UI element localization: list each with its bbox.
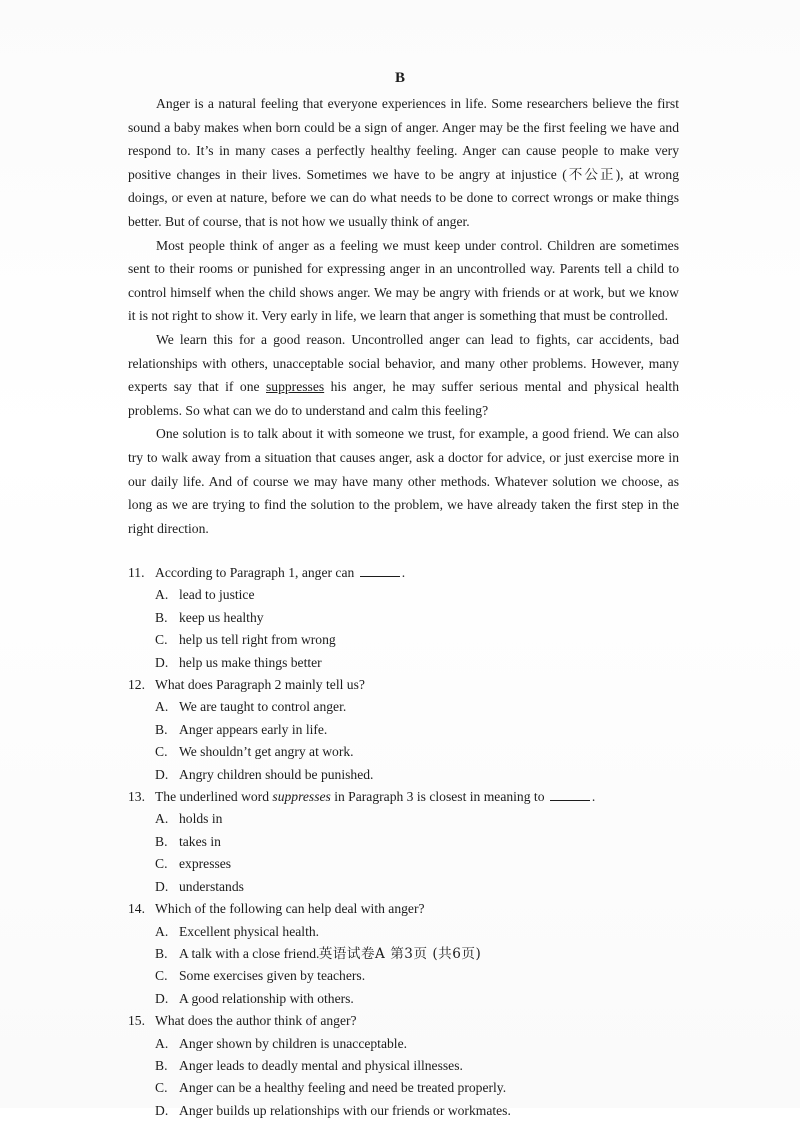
- question-italic-word: suppresses: [272, 789, 331, 805]
- option-letter: C.: [155, 632, 168, 648]
- option-a: [155, 584, 422, 606]
- question-number: 13.: [128, 789, 145, 805]
- question-15: [128, 1010, 688, 1122]
- option-letter: C.: [155, 1080, 168, 1096]
- option-text: lead to justice: [179, 587, 255, 603]
- option-letter: B.: [155, 833, 168, 849]
- question-text: The underlined word: [155, 789, 273, 805]
- question-number: 11.: [128, 565, 145, 580]
- question-11: [128, 562, 688, 674]
- option-text: help us tell right from wrong: [179, 632, 336, 648]
- question-stem: [128, 674, 688, 696]
- option-b: [155, 719, 422, 741]
- question-text-mid: in Paragraph 3 is closest in meaning to: [330, 789, 548, 805]
- option-list: [128, 808, 688, 898]
- paragraph-3-after: his anger, he may suffer serious mental and physical health problems. So what can we do to understand and calm this feeling?: [128, 379, 679, 418]
- option-list: [128, 1033, 688, 1122]
- option-letter: C.: [155, 856, 168, 872]
- option-letter: A.: [155, 587, 169, 603]
- paragraph-1: Anger is a natural feeling that everyone experiences in life. Some researchers believe the first sound a baby makes when born could be a sign of anger. Anger may be the first feeling we have and respond to. It’s in many cases a perfectly healthy feeling. Anger can cause people to make very positive changes in their lives. Sometimes we have to be angry at injustice (不公正), at wrong doings, or even at nature, before we can do what needs to be done to correct wrongs or make things better. But of course, that is not how we usually think of anger.: [128, 96, 679, 229]
- option-letter: B.: [155, 609, 168, 625]
- option-letter: D.: [155, 766, 169, 782]
- underlined-word: suppresses: [266, 379, 325, 395]
- option-list: [128, 921, 688, 1011]
- option-letter: A.: [155, 699, 169, 715]
- option-letter: D.: [155, 1102, 169, 1118]
- option-list: [128, 584, 688, 674]
- option-text: We shouldn’t get angry at work.: [179, 744, 354, 760]
- paragraph-3-before: We learn this for a good reason. Uncontrolled anger can lead to fights, car accidents, bad relationships with others, unacceptable social behavior, and many other problems. However, many experts say that if one: [128, 331, 679, 395]
- option-b: [155, 1055, 688, 1077]
- option-letter: B.: [155, 721, 168, 737]
- option-letter: D.: [155, 990, 169, 1006]
- page-footer: 英语试卷A 第3页 (共6页): [318, 946, 482, 962]
- paragraph-2: Most people think of anger as a feeling we must keep under control. Children are sometimes sent to their rooms or punished for expressing anger in an uncontrolled way. Parents tell a child to control himself when the child shows anger. We may be angry with friends or at work, but we know it is not right to show it. Very early in life, we learn that anger is something that must be controlled.: [128, 237, 679, 324]
- option-letter: B.: [155, 1057, 168, 1073]
- question-text-end: .: [401, 565, 406, 580]
- option-letter: D.: [155, 878, 169, 894]
- option-text: understands: [179, 878, 244, 894]
- option-text: Excellent physical health.: [179, 923, 320, 939]
- question-13: [128, 786, 688, 898]
- option-letter: D.: [155, 654, 169, 670]
- option-c: [155, 965, 422, 987]
- answer-blank: [360, 564, 400, 577]
- option-text: Angry children should be punished.: [179, 766, 374, 782]
- section-title: B: [394, 70, 405, 86]
- question-text: Which of the following can help deal with anger?: [155, 901, 425, 917]
- option-letter: A.: [155, 811, 169, 827]
- option-letter: C.: [155, 968, 168, 984]
- paragraph-4: One solution is to talk about it with someone we trust, for example, a good friend. We can also try to walk away from a situation that causes anger, ask a doctor for advice, or just exercise more in our daily life. And of course we may have many other methods. Whatever solution we choose, as long as we are trying to find the solution to the problem, we have already taken the first step in the right direction.: [128, 426, 679, 536]
- question-number: 14.: [128, 901, 145, 917]
- question-stem: [128, 1010, 688, 1032]
- option-b: [155, 831, 422, 853]
- option-d: [155, 764, 422, 786]
- option-letter: A.: [155, 923, 169, 939]
- option-text: We are taught to control anger.: [179, 699, 347, 715]
- option-a: [155, 808, 422, 830]
- question-stem: [128, 562, 688, 584]
- option-text: takes in: [179, 833, 221, 849]
- option-letter: C.: [155, 744, 168, 760]
- question-list: [128, 562, 688, 1122]
- answer-blank: [550, 788, 590, 801]
- question-number: 12.: [128, 677, 145, 693]
- option-text: Anger shown by children is unacceptable.: [179, 1035, 408, 1051]
- option-text: Anger appears early in life.: [179, 721, 328, 737]
- paragraph-3: [128, 328, 679, 422]
- option-b: [155, 607, 422, 629]
- question-stem: [128, 898, 688, 920]
- option-d: [155, 652, 422, 674]
- option-d: [155, 988, 422, 1010]
- option-d: [155, 1100, 688, 1122]
- option-d: [155, 876, 422, 898]
- option-a: [155, 921, 422, 943]
- question-text: What does Paragraph 2 mainly tell us?: [155, 677, 365, 693]
- option-c: [155, 853, 422, 875]
- option-text: Anger builds up relationships with our friends or workmates.: [179, 1102, 511, 1118]
- question-number: 15.: [128, 1013, 145, 1029]
- question-text-end: .: [591, 789, 596, 805]
- question-stem: [128, 786, 688, 808]
- option-text: Anger can be a healthy feeling and need be treated properly.: [179, 1080, 507, 1096]
- option-text: expresses: [179, 856, 232, 872]
- option-c: [155, 629, 422, 651]
- option-c: [155, 1077, 688, 1099]
- option-text: holds in: [179, 811, 223, 827]
- option-text: Anger leads to deadly mental and physical illnesses.: [179, 1057, 463, 1073]
- option-letter: A.: [155, 1035, 169, 1051]
- option-letter: B.: [155, 945, 168, 961]
- option-text: A talk with a close friend.: [179, 945, 320, 961]
- option-text: A good relationship with others.: [179, 990, 354, 1006]
- option-text: Some exercises given by teachers.: [179, 968, 366, 984]
- option-text: help us make things better: [179, 654, 322, 670]
- reading-passage: [128, 92, 679, 540]
- option-text: keep us healthy: [179, 609, 264, 625]
- question-text: What does the author think of anger?: [155, 1013, 357, 1029]
- option-list: [128, 696, 688, 786]
- question-12: [128, 674, 688, 786]
- question-text: According to Paragraph 1, anger can: [155, 565, 358, 580]
- option-c: [155, 741, 422, 763]
- option-a: [155, 1033, 688, 1055]
- option-a: [155, 696, 422, 718]
